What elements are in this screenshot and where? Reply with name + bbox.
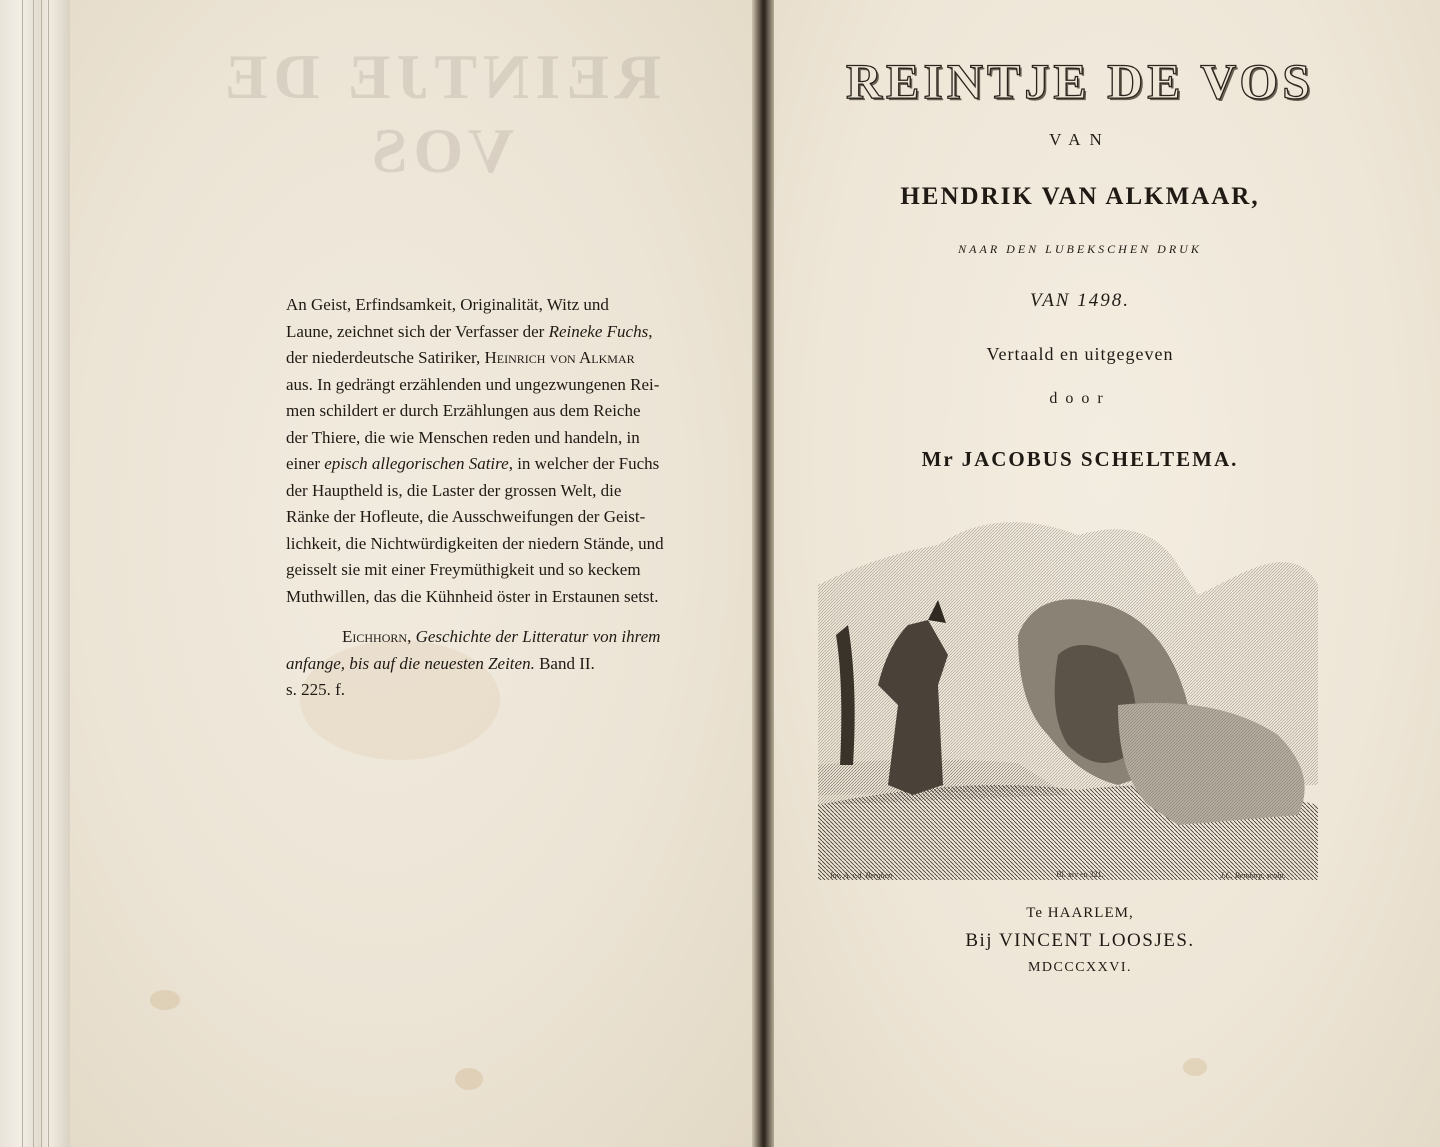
bleed-through-text: REINTJE DE VOS [218,41,662,186]
book-gutter [752,0,774,1147]
quote-line: lichkeit, die Nichtwürdigkeiten der niedern Stände, und [286,533,664,553]
page-edge-line [33,0,34,1147]
page-edge-line [22,0,23,1147]
door-label: door [1049,390,1111,407]
paper-stain [150,990,180,1010]
german-quote [286,292,730,704]
citation-line: anfange, bis auf die neuesten Zeiten. Band II. [286,653,595,673]
engraving-caption-right: J.C. Bendorp, sculp. [1220,871,1286,880]
publication-place: Te HAARLEM, [1026,905,1134,921]
publisher: Bij VINCENT LOOSJES. [965,930,1195,951]
page-edge-line [48,0,49,1147]
book-title: REINTJE DE VOS [845,53,1315,109]
quote-line: Muthwillen, das die Kühnheid öster in Erstaunen setst. [286,586,659,606]
quote-line: der niederdeutsche Satiriker, Heinrich von Alkmar [286,348,635,367]
year: VAN 1498. [1030,290,1130,311]
page-edge-line [41,0,42,1147]
quote-line: An Geist, Erfindsamkeit, Originalität, Witz und [286,295,609,314]
quote-line: men schildert er durch Erzählungen aus dem Reiche [286,401,641,420]
quote-line: Laune, zeichnet sich der Verfasser der Reineke Fuchs, [286,321,653,341]
engraving-fox-and-lion [818,505,1318,880]
van-label: VAN [1049,130,1111,149]
quote-line: der Hauptheld is, die Laster der grossen Welt, die [286,480,622,500]
translator-name: Mr JACOBUS SCHELTEMA. [921,447,1239,471]
citation-line: s. 225. f. [286,680,346,699]
quote-line: aus. In gedrängt erzählenden und ungezwungenen Rei- [286,374,660,394]
subtitle: NAAR DEN LUBEKSCHEN DRUK [958,242,1202,256]
quote-line: der Thiere, die wie Menschen reden und handeln, in [286,427,640,447]
quote-line: Ränke der Hofleute, die Ausschweifungen der Geist- [286,507,646,526]
quote-line: geisselt sie mit einer Freymüthigkeit und so keckem [286,560,641,579]
engraving-caption-left: Inv. A. v.d. Berghen [830,871,893,880]
citation: Eichhorn, Geschichte der Litteratur von ihrem [342,627,661,646]
translated-line: Vertaald en uitgegeven [986,344,1174,364]
engraving-caption-center: Bl. xiv en 321. [1056,870,1104,879]
paper-stain [1183,1058,1207,1076]
quote-line: einer episch allegorischen Satire, in welcher der Fuchs [286,454,660,473]
page-edges [0,0,70,1147]
paper-stain [455,1068,483,1090]
author-name: HENDRIK VAN ALKMAAR, [900,183,1260,210]
publication-date: MDCCCXXVI. [1027,960,1133,975]
